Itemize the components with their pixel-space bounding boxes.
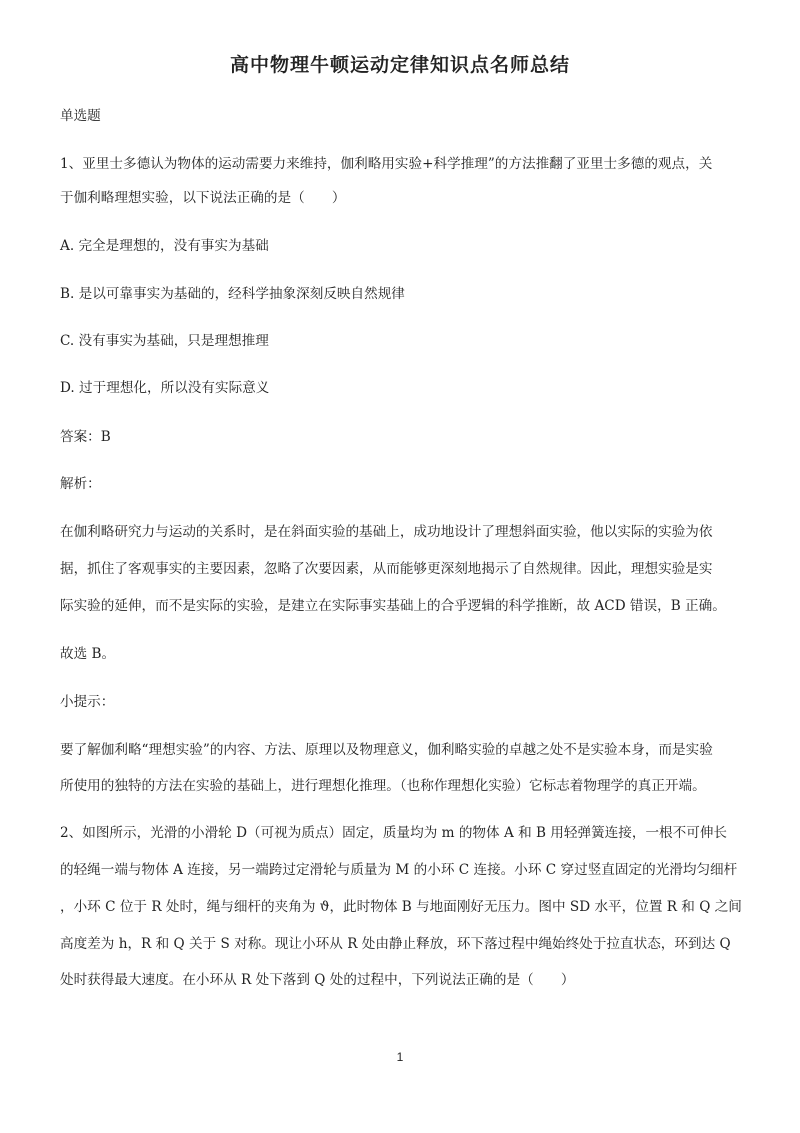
q1-conclusion: 故选 B。 bbox=[60, 646, 116, 662]
q1-analysis-line-2: 据，抓住了客观事实的主要因素，忽略了次要因素，从而能够更深刻地揭示了自然规律。因此，理想实验是实 bbox=[60, 561, 713, 577]
q1-answer: 答案：B bbox=[60, 429, 111, 445]
q1-analysis-line-3: 际实验的延伸，而不是实际的实验，是建立在实际事实基础上的合乎逻辑的科学推断，故 ACD 错误，B 正确。 bbox=[60, 598, 726, 614]
q2-line-2: 的轻绳一端与物体 A 连接，另一端跨过定滑轮与质量为 M 的小环 C 连接。小环 C 穿过竖直固定的光滑均匀细杆 bbox=[60, 862, 738, 878]
q1-tip-label: 小提示： bbox=[60, 694, 115, 710]
q1-stem-line-2: 于伽利略理想实验，以下说法正确的是（ ） bbox=[60, 190, 346, 206]
q1-tip-line-1: 要了解伽利略“理想实验”的内容、方法、原理以及物理意义，伽利略实验的卓越之处不是实验本身，而是实验 bbox=[60, 742, 713, 758]
q1-tip-line-2: 所使用的独特的方法在实验的基础上，进行理想化推理。（也称作理想化实验）它标志着物理学的真正开端。 bbox=[60, 778, 706, 794]
q1-option-a: A. 完全是理想的，没有事实为基础 bbox=[60, 238, 269, 254]
page-title: 高中物理牛顿运动定律知识点名师总结 bbox=[229, 54, 570, 76]
q1-option-c: C. 没有事实为基础，只是理想推理 bbox=[60, 333, 269, 349]
q2-line-5: 处时获得最大速度。在小环从 R 处下落到 Q 处的过程中，下列说法正确的是（ ） bbox=[60, 972, 575, 988]
q1-option-d: D. 过于理想化，所以没有实际意义 bbox=[60, 380, 270, 396]
q1-option-b: B. 是以可靠事实为基础的，经科学抽象深刻反映自然规律 bbox=[60, 286, 405, 302]
q1-analysis-label: 解析： bbox=[60, 476, 101, 492]
q2-line-1: 2、如图所示，光滑的小滑轮 D（可视为质点）固定，质量均为 m 的物体 A 和 B 用轻弹簧连接，一根不可伸长 bbox=[60, 825, 728, 841]
page-number: 1 bbox=[396, 1050, 404, 1064]
q1-stem-line-1: 1、亚里士多德认为物体的运动需要力来维持，伽利略用实验+科学推理”的方法推翻了亚里士多德的观点，关 bbox=[60, 156, 713, 172]
q1-analysis-line-1: 在伽利略研究力与运动的关系时，是在斜面实验的基础上，成功地设计了理想斜面实验，他以实际的实验为依 bbox=[60, 524, 713, 540]
q2-line-3: ，小环 C 位于 R 处时，绳与细杆的夹角为 ϑ，此时物体 B 与地面刚好无压力。图中 SD 水平，位置 R 和 Q 之间 bbox=[60, 899, 742, 915]
section-heading: 单选题 bbox=[60, 108, 101, 124]
q2-line-4: 高度差为 h，R 和 Q 关于 S 对称。现让小环从 R 处由静止释放，环下落过程中绳始终处于拉直状态，环到达 Q bbox=[60, 936, 731, 952]
